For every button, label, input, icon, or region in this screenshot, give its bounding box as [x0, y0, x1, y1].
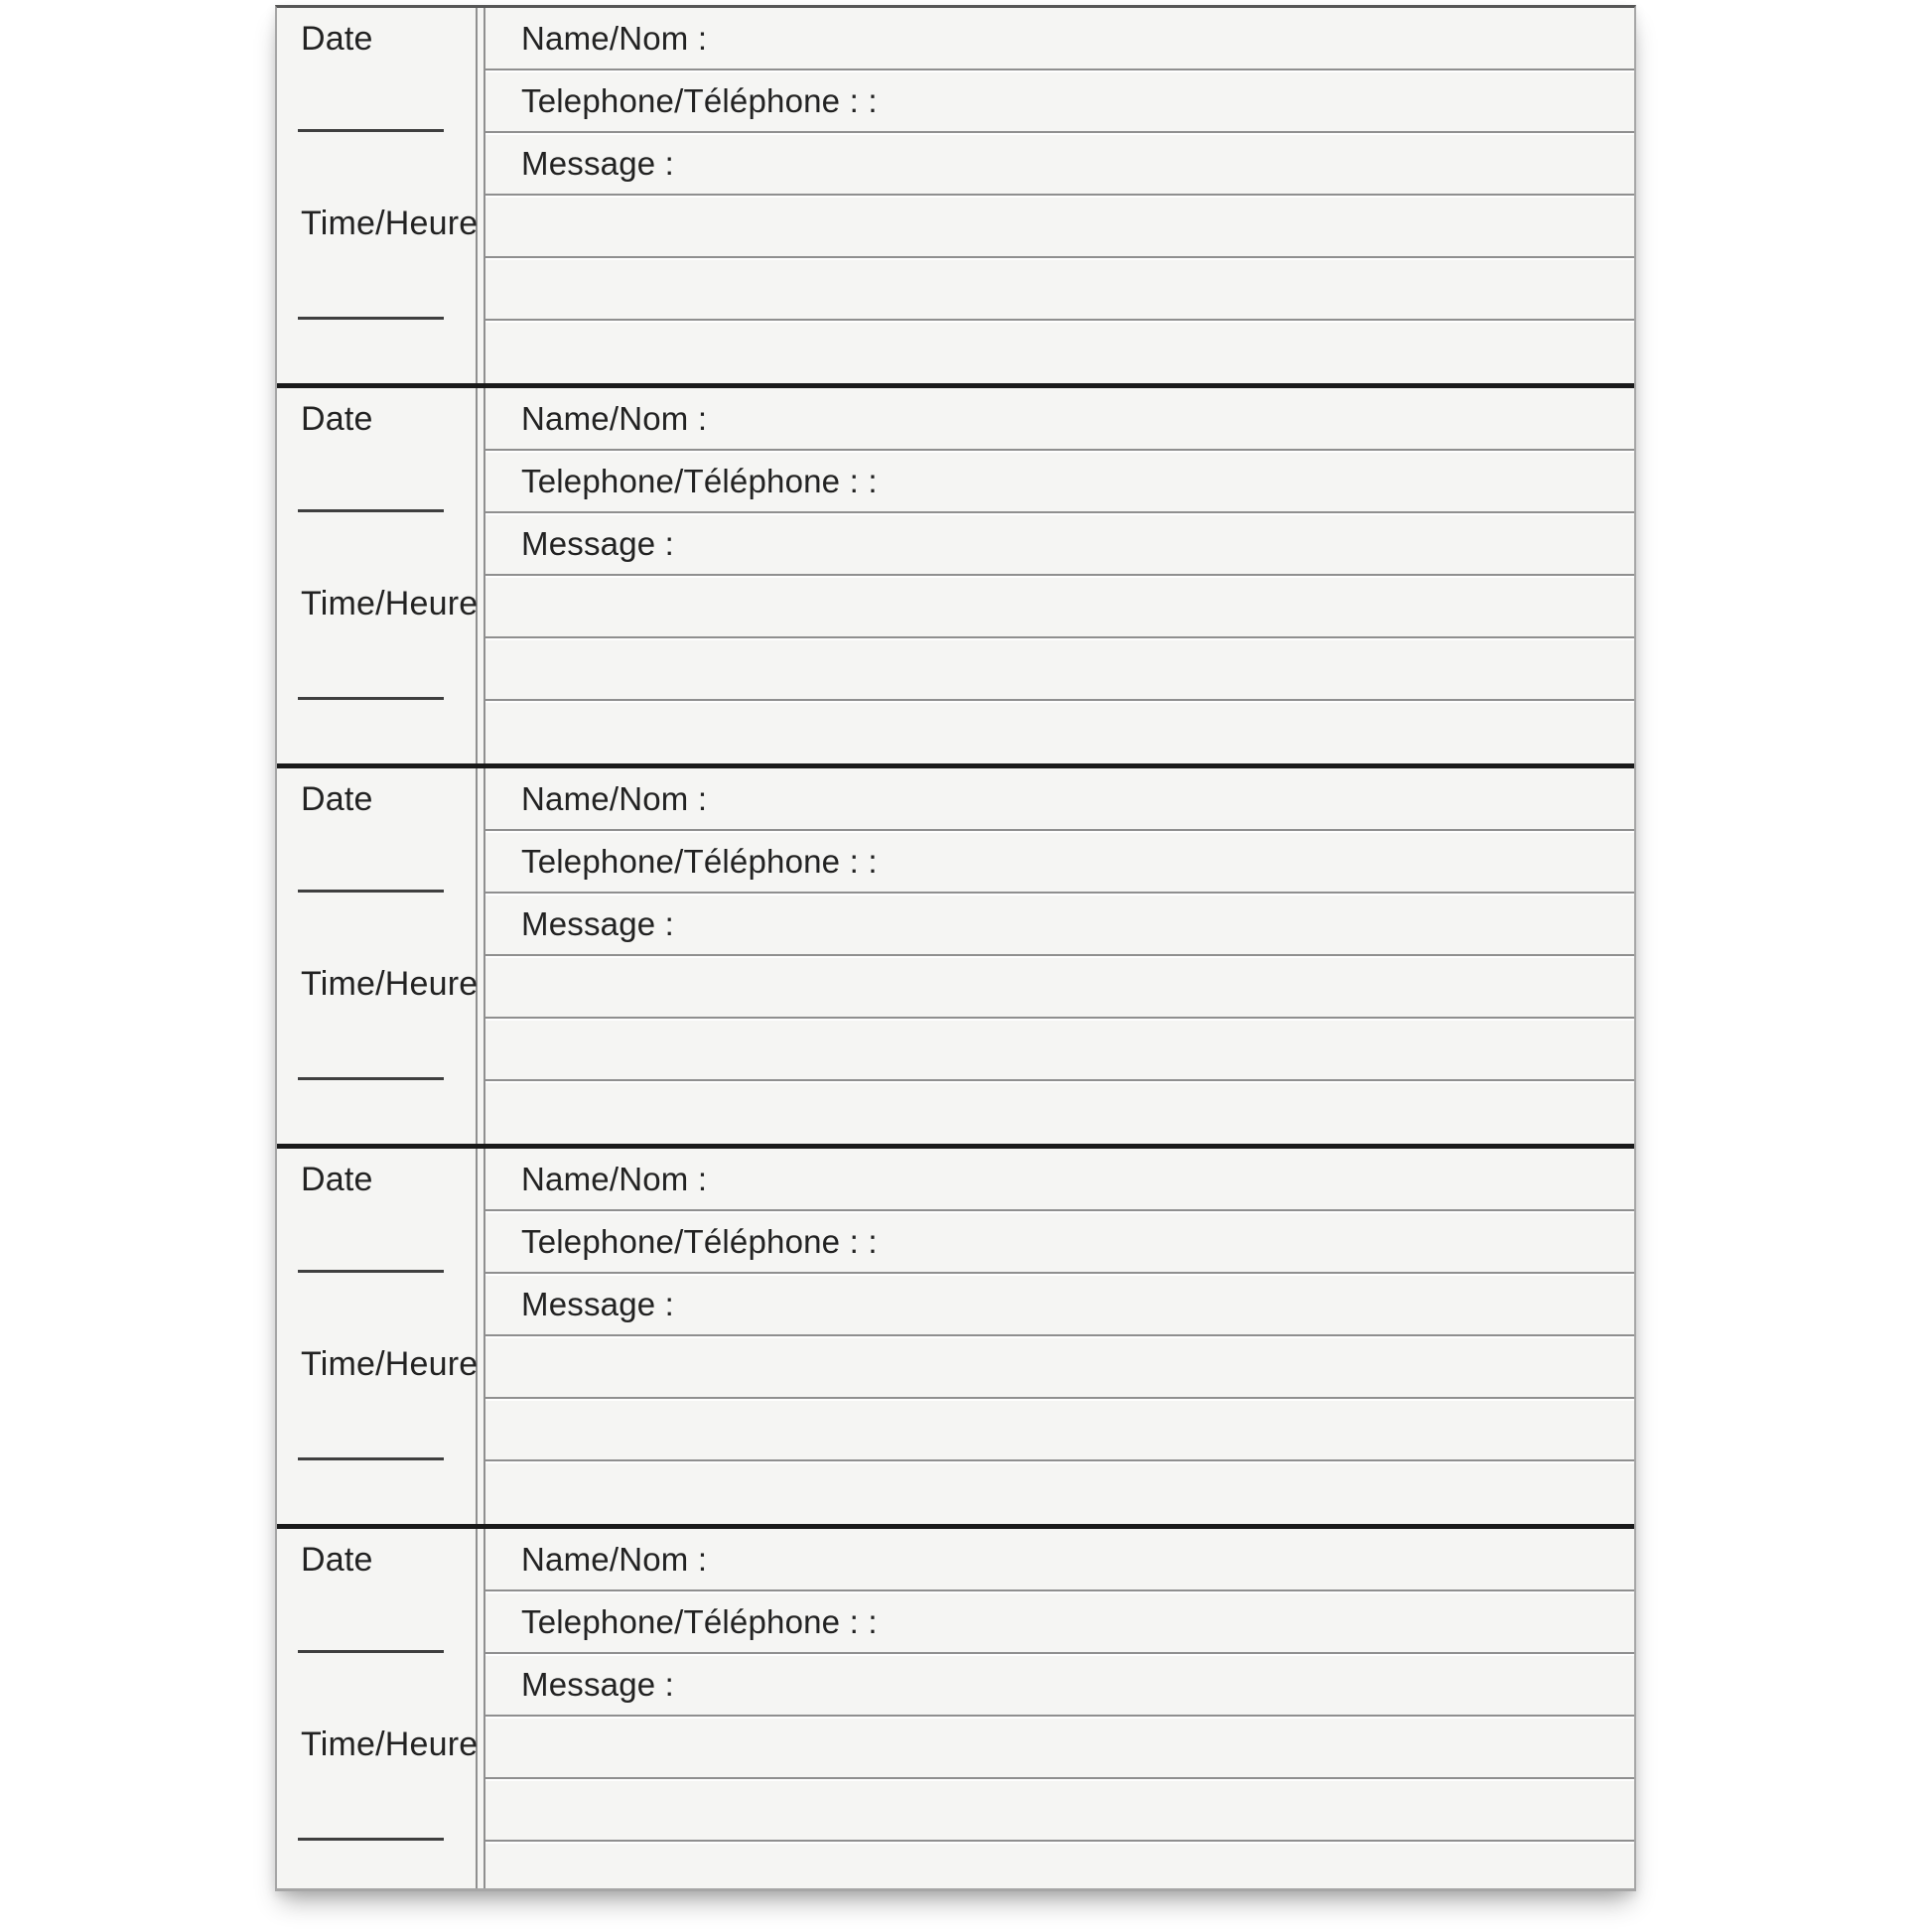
date-time-column: [277, 1149, 479, 1524]
column-separator-double-line: [476, 1149, 485, 1524]
message-label: Message :: [521, 904, 675, 942]
telephone-message-pad: [275, 5, 1636, 1891]
message-row: [485, 513, 1634, 576]
telephone-label: Telephone/Téléphone : :: [521, 81, 878, 119]
blank-writing-line: [485, 638, 1634, 701]
blank-writing-line: [485, 1019, 1634, 1081]
date-time-column: [277, 1529, 479, 1888]
message-row: [485, 133, 1634, 196]
time-fill-line: [298, 1457, 444, 1460]
blank-writing-line: [485, 1779, 1634, 1842]
date-label: Date: [301, 400, 373, 438]
blank-writing-line: [485, 701, 1634, 763]
time-label: Time/Heure: [301, 585, 479, 622]
blank-writing-line: [485, 196, 1634, 258]
telephone-row: [485, 1211, 1634, 1274]
date-fill-line: [298, 129, 444, 132]
message-fields-column: [485, 388, 1634, 763]
time-label: Time/Heure: [301, 205, 479, 242]
date-time-column: [277, 8, 479, 383]
message-label: Message :: [521, 1285, 675, 1322]
date-fill-line: [298, 509, 444, 512]
date-label: Date: [301, 1541, 373, 1579]
telephone-label: Telephone/Téléphone : :: [521, 1222, 878, 1260]
message-slip-section: [277, 8, 1634, 388]
blank-writing-line: [485, 1399, 1634, 1461]
telephone-label: Telephone/Téléphone : :: [521, 462, 878, 499]
date-fill-line: [298, 1270, 444, 1273]
blank-writing-line: [485, 1081, 1634, 1144]
message-row: [485, 1654, 1634, 1717]
date-label: Date: [301, 780, 373, 818]
name-row: [485, 1149, 1634, 1211]
name-row: [485, 8, 1634, 70]
column-separator-double-line: [476, 768, 485, 1144]
blank-writing-line: [485, 956, 1634, 1019]
telephone-row: [485, 831, 1634, 894]
blank-writing-line: [485, 1717, 1634, 1779]
time-fill-line: [298, 697, 444, 700]
name-row: [485, 1529, 1634, 1591]
message-fields-column: [485, 768, 1634, 1144]
message-label: Message :: [521, 524, 675, 562]
time-label: Time/Heure: [301, 1725, 479, 1763]
message-slip-section: [277, 1149, 1634, 1529]
blank-writing-line: [485, 1336, 1634, 1399]
message-row: [485, 1274, 1634, 1336]
name-row: [485, 768, 1634, 831]
message-fields-column: [485, 1529, 1634, 1888]
blank-writing-line: [485, 258, 1634, 321]
message-fields-column: [485, 8, 1634, 383]
date-time-column: [277, 388, 479, 763]
date-fill-line: [298, 890, 444, 893]
time-fill-line: [298, 1077, 444, 1080]
time-fill-line: [298, 317, 444, 320]
message-label: Message :: [521, 1665, 675, 1703]
message-label: Message :: [521, 144, 675, 182]
blank-writing-line: [485, 1461, 1634, 1524]
name-label: Name/Nom :: [521, 399, 708, 437]
time-fill-line: [298, 1838, 444, 1841]
date-time-column: [277, 768, 479, 1144]
name-row: [485, 388, 1634, 451]
name-label: Name/Nom :: [521, 779, 708, 817]
blank-writing-line: [485, 576, 1634, 638]
message-fields-column: [485, 1149, 1634, 1524]
name-label: Name/Nom :: [521, 1540, 708, 1578]
telephone-label: Telephone/Téléphone : :: [521, 842, 878, 880]
column-separator-double-line: [476, 8, 485, 383]
telephone-label: Telephone/Téléphone : :: [521, 1602, 878, 1640]
message-row: [485, 894, 1634, 956]
message-slip-section: [277, 388, 1634, 768]
message-slip-section: [277, 768, 1634, 1149]
date-label: Date: [301, 20, 373, 58]
time-label: Time/Heure: [301, 1345, 479, 1383]
name-label: Name/Nom :: [521, 19, 708, 57]
telephone-row: [485, 451, 1634, 513]
date-fill-line: [298, 1650, 444, 1653]
column-separator-double-line: [476, 388, 485, 763]
name-label: Name/Nom :: [521, 1160, 708, 1197]
column-separator-double-line: [476, 1529, 485, 1888]
message-slip-section: [277, 1529, 1634, 1888]
blank-writing-line: [485, 1842, 1634, 1888]
telephone-row: [485, 70, 1634, 133]
blank-writing-line: [485, 321, 1634, 383]
telephone-row: [485, 1591, 1634, 1654]
time-label: Time/Heure: [301, 965, 479, 1003]
date-label: Date: [301, 1161, 373, 1198]
